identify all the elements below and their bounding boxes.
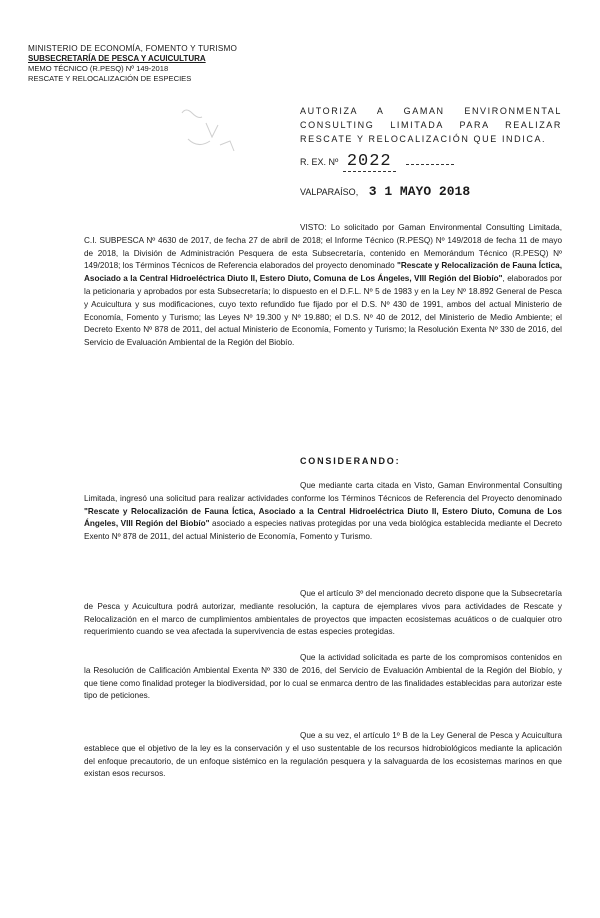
resolution-number: 2022 — [343, 152, 396, 172]
considerando-heading: CONSIDERANDO: — [300, 456, 401, 466]
topic-line: RESCATE Y RELOCALIZACIÓN DE ESPECIES — [28, 74, 192, 83]
place-date-line — [300, 184, 470, 199]
p1-project-name: "Rescate y Relocalización de Fauna Íctica, Asociado a la Central Hidroeléctrica Diuto II, Estero Diuto, Comuna de Los Ángeles, VIII Región del Biobío" — [84, 506, 562, 529]
considerando-paragraph-3: Que la actividad solicitada es parte de los compromisos contenidos en la Resolución de Calificación Ambiental Exenta Nº 330 de 2016, del Servicio de Evaluación Ambiental de la Región del Biobío, y que tiene como finalidad proteger la biodiversidad, por lo cual se enmarca dentro de las finalidades establecidas para autorizar este tipo de peticiones. — [84, 653, 562, 701]
underline-rule — [406, 164, 454, 165]
faint-stamp — [176, 103, 246, 165]
ministry-name: MINISTERIO DE ECONOMÍA, FOMENTO Y TURISMO — [28, 44, 238, 53]
resolution-prefix: R. EX. Nº — [300, 157, 339, 167]
resolution-subject: AUTORIZA A GAMAN ENVIRONMENTAL CONSULTING LIMITADA PARA REALIZAR RESCATE Y RELOCALIZACIÓN QUE INDICA. — [300, 106, 562, 144]
place: VALPARAÍSO, — [300, 187, 359, 197]
resolution-number-line — [300, 152, 454, 171]
letterhead — [28, 44, 278, 84]
visto-project-name: "Rescate y Relocalización de Fauna Íctica, Asociado a la Central Hidroeléctrica Diuto II, Estero Diuto, Comuna de Los Ángeles, VIII Región del Biobío" — [84, 261, 562, 284]
considerando-paragraph-2: Que el artículo 3º del mencionado decreto dispone que la Subsecretaría de Pesca y Acuicultura podrá autorizar, mediante resolución, la captura de ejemplares vivos para actividades de Rescate y Relocalización en el marco de cumplimientos ambientales de proyectos que impacten ecosistemas acuáticos o de cualquier otro requerimiento cuando se vea afectada la supervivencia de estas especies protegidas. — [84, 589, 562, 637]
stamped-date: 3 1 MAYO 2018 — [368, 184, 471, 199]
memo-reference: MEMO TÉCNICO (R.PESQ) Nº 149-2018 — [28, 64, 169, 73]
considerando-paragraph-1 — [84, 480, 562, 544]
p1-text-b: asociado a especies nativas protegidas por una veda biológica establecida mediante el Decreto Exento Nº 878 de 2011, del actual Ministerio de Economía, Fomento y Turismo. — [84, 519, 562, 542]
visto-text-a: VISTO: Lo solicitado por Gaman Environmental Consulting Limitada, C.I. SUBPESCA Nº 4630 de 2017, de fecha 27 de abril de 2018; el Informe Técnico (R.PESQ) Nº 149/2018 de fecha 11 de mayo de 2018, la División de Administración Pesquera de esta Subsecretaría, contenido en Memorándum Técnico (R.PESQ) Nº 149/2018; los Términos Técnicos de Referencia elaborados del proyecto denominado — [84, 223, 562, 271]
visto-text-b: , elaborados por la peticionaria y aprobados por esta Subsecretaría; lo dispuesto en el D.F.L. Nº 5 de 1983 y en la Ley Nº 18.892 General de Pesca y Acuicultura y sus modificaciones, cuyo texto refundido fue fijado por el D.S. Nº 430 de 1991, ambos del actual Ministerio de Economía, Fomento y Turismo; las Leyes Nº 19.300 y Nº 19.880; el D.S. Nº 40 de 2012, del Ministerio de Medio Ambiente; el Decreto Exento Nº 878 de 2011, del actual Ministerio de Economía, Fomento y Turismo; la Resolución Exenta Nº 330 de 2016, del Servicio de Evaluación Ambiental de la Región del Biobío. — [84, 274, 562, 348]
considerando-paragraph-4: Que a su vez, el artículo 1º B de la Ley General de Pesca y Acuicultura establece que el objetivo de la ley es la conservación y el uso sustentable de los recursos hidrobiológicos mediante la aplicación del enfoque precautorio, de un enfoque sistémico en la regulación pesquera y la salvaguarda de los ecosistemas marinos en que existan esos recursos. — [84, 731, 562, 779]
subsecretaria-name: SUBSECRETARÍA DE PESCA Y ACUICULTURA — [28, 54, 206, 63]
p1-text-a: Que mediante carta citada en Visto, Gaman Environmental Consulting Limitada, ingresó una solicitud para realizar actividades conforme los Términos Técnicos de Referencia del Proyecto denominado — [84, 481, 562, 503]
visto-paragraph — [84, 222, 562, 350]
